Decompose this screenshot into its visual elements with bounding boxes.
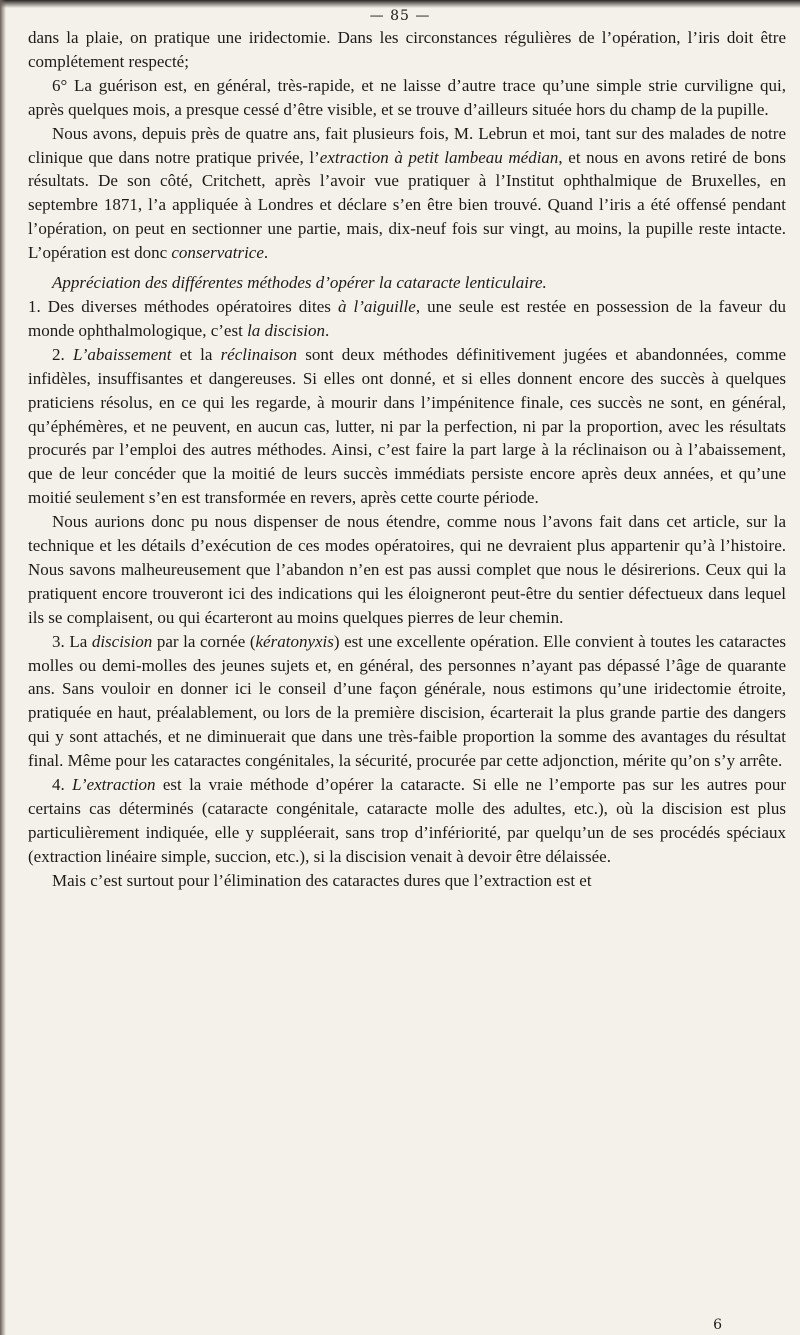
item-1-mid: , une seule est restée en possession de la faveur du monde ophthalmologique, c’est: [28, 296, 786, 340]
item-4-lead: [65, 775, 72, 794]
paragraph-after-item-2: Nous aurions donc pu nous dispenser de nous étendre, comme nous l’avons fait dans cet article, sur la technique et les détails d’exécution de ces modes opératoires, qui ne devraient plus appartenir qu’à l’histoire. Nous savons malheureusement que l’abandon n’en est pas aussi complet que nous le désirerions. Ceux qui la pratiquent encore trouveront ici des indications qui les éloigneront peut-être du sentier défectueux dans lequel ils se complaisent, ou qui écarteront au moins quelques pierres de leur chemin.: [28, 512, 786, 627]
item-4: [28, 773, 786, 869]
item-3-number: 3.: [52, 631, 65, 651]
section-heading: Appréciation des différentes méthodes d’opérer la cataracte lenticulaire.: [52, 273, 547, 293]
item-3-end: ) est une excellente opération. Elle convient à toutes les cataractes molles ou demi-molles des jeunes sujets et, en général, des personnes n’ayant pas dépassé l’âge de quarante ans. Sans vouloir en donner ici le conseil d’une façon générale, nous estimons qu’une iridectomie étroite, pratiquée en haut, préalablement, ou lors de la première discision, écarterait la plus grande partie des dangers qui y sont attachés, et ne diminuerait que dans une très-faible proportion la somme des avantages du résultat final. Même pour les cataractes congénitales, la sécurité, procurée par cette adjonction, mérite qu’on s’y arrête.: [28, 631, 786, 771]
item-3: [28, 630, 786, 773]
item-4-number: 4.: [52, 775, 65, 795]
paragraph-3-lead: Nous avons, depuis près de quatre ans, fait plusieurs fois, M. Lebrun et moi, tant sur des malades de notre clinique que dans notre pratique privée, l’: [28, 123, 786, 167]
item-1-end: .: [325, 320, 330, 340]
item-2-end: sont deux méthodes définitivement jugées et abandonnées, comme infidèles, insuffisantes et dangereuses. Si elles ont donné, et si elles donnent encore des succès à quelques praticiens résolus, en ce qui les regarde, à mourir dans l’impénitence finale, ces succès ne sont, en général, qu’éphémères, et ne peuvent, en aucun cas, lutter, ni par la perfection, ni par la proportion, avec les résultats procurés par l’emploi des autres méthodes. Ainsi, c’est faire la part large à la réclinaison ou à l’abaissement, que de leur concéder que la moitié de leurs succès immédiats persiste encore après deux années, et qu’une moitié seulement s’en est transformée en revers, après cette courte période.: [28, 344, 786, 508]
last-line: Mais c’est surtout pour l’élimination des cataractes dures que l’extraction est et: [52, 870, 592, 890]
paragraph-3-tail: , et nous en avons retiré de bons résultats. De son côté, Critchett, après l’avoir vue pratiquer à l’Institut ophthalmique de Bruxelles, en septembre 1871, l’a appliquée à Londres et déclare s’en être bien trouvé. Quand l’iris a été offensé pendant l’opération, on peut en sectionner une partie, mais, dix-neuf fois sur vingt, au moins, la pupille reste intacte. L’opération est donc: [28, 147, 786, 263]
signature-mark: 6: [713, 1317, 722, 1333]
page-left-edge-shadow: [0, 0, 6, 1335]
item-1-emphasis: à l’aiguille: [337, 296, 416, 316]
item-1-lead: Des diverses méthodes opératoires dites: [40, 296, 338, 316]
item-2-mid: et la: [171, 344, 221, 364]
paragraph-2: 6° La guérison est, en général, très-rapide, et ne laisse d’autre trace qu’une simple strie curviligne qui, après quelques mois, a presque cessé d’être visible, et se trouve d’ailleurs située hors du champ de la pupille.: [28, 75, 786, 119]
paragraph-3-emphasis: extraction à petit lambeau médian: [319, 147, 559, 167]
item-4-emphasis: L’extraction: [72, 775, 156, 795]
page-number: — 85 —: [369, 8, 431, 24]
item-3-emphasis-2: kératonyxis: [255, 631, 334, 651]
item-2: [28, 343, 786, 510]
item-2-number: 2.: [52, 344, 65, 364]
item-1-emphasis-2: la discision: [247, 320, 325, 340]
item-1-number: 1.: [28, 296, 41, 316]
paragraph-3: [28, 122, 786, 265]
paragraph-1: dans la plaie, on pratique une iridectomie. Dans les circonstances régulières de l’opération, l’iris doit être complétement respecté;: [28, 28, 786, 71]
paragraph-3-emphasis-2: conservatrice: [171, 243, 264, 263]
item-2-emphasis: L’abaissement: [72, 344, 172, 364]
item-3-lead: La: [64, 631, 92, 651]
page-body: [28, 26, 786, 893]
item-4-end: est la vraie méthode d’opérer la cataracte. Si elle ne l’emporte pas sur les autres pour certains cas déterminés (cataracte congénitale, cataracte molle des adultes, etc.), où la discision est plus particulièrement indiquée, elle y suppléerait, sans trop d’infériorité, par quelqu’un de ses procédés spéciaux (extraction linéaire simple, succion, etc.), si la discision venait à devoir être délaissée.: [28, 775, 786, 866]
page-top-edge-shadow: [0, 0, 800, 8]
paragraph-3-end: .: [263, 243, 269, 263]
item-3-mid: par la cornée (: [152, 631, 256, 651]
item-2-emphasis-2: réclinaison: [220, 344, 298, 364]
item-1: [28, 295, 786, 343]
item-3-emphasis: discision: [91, 631, 153, 651]
